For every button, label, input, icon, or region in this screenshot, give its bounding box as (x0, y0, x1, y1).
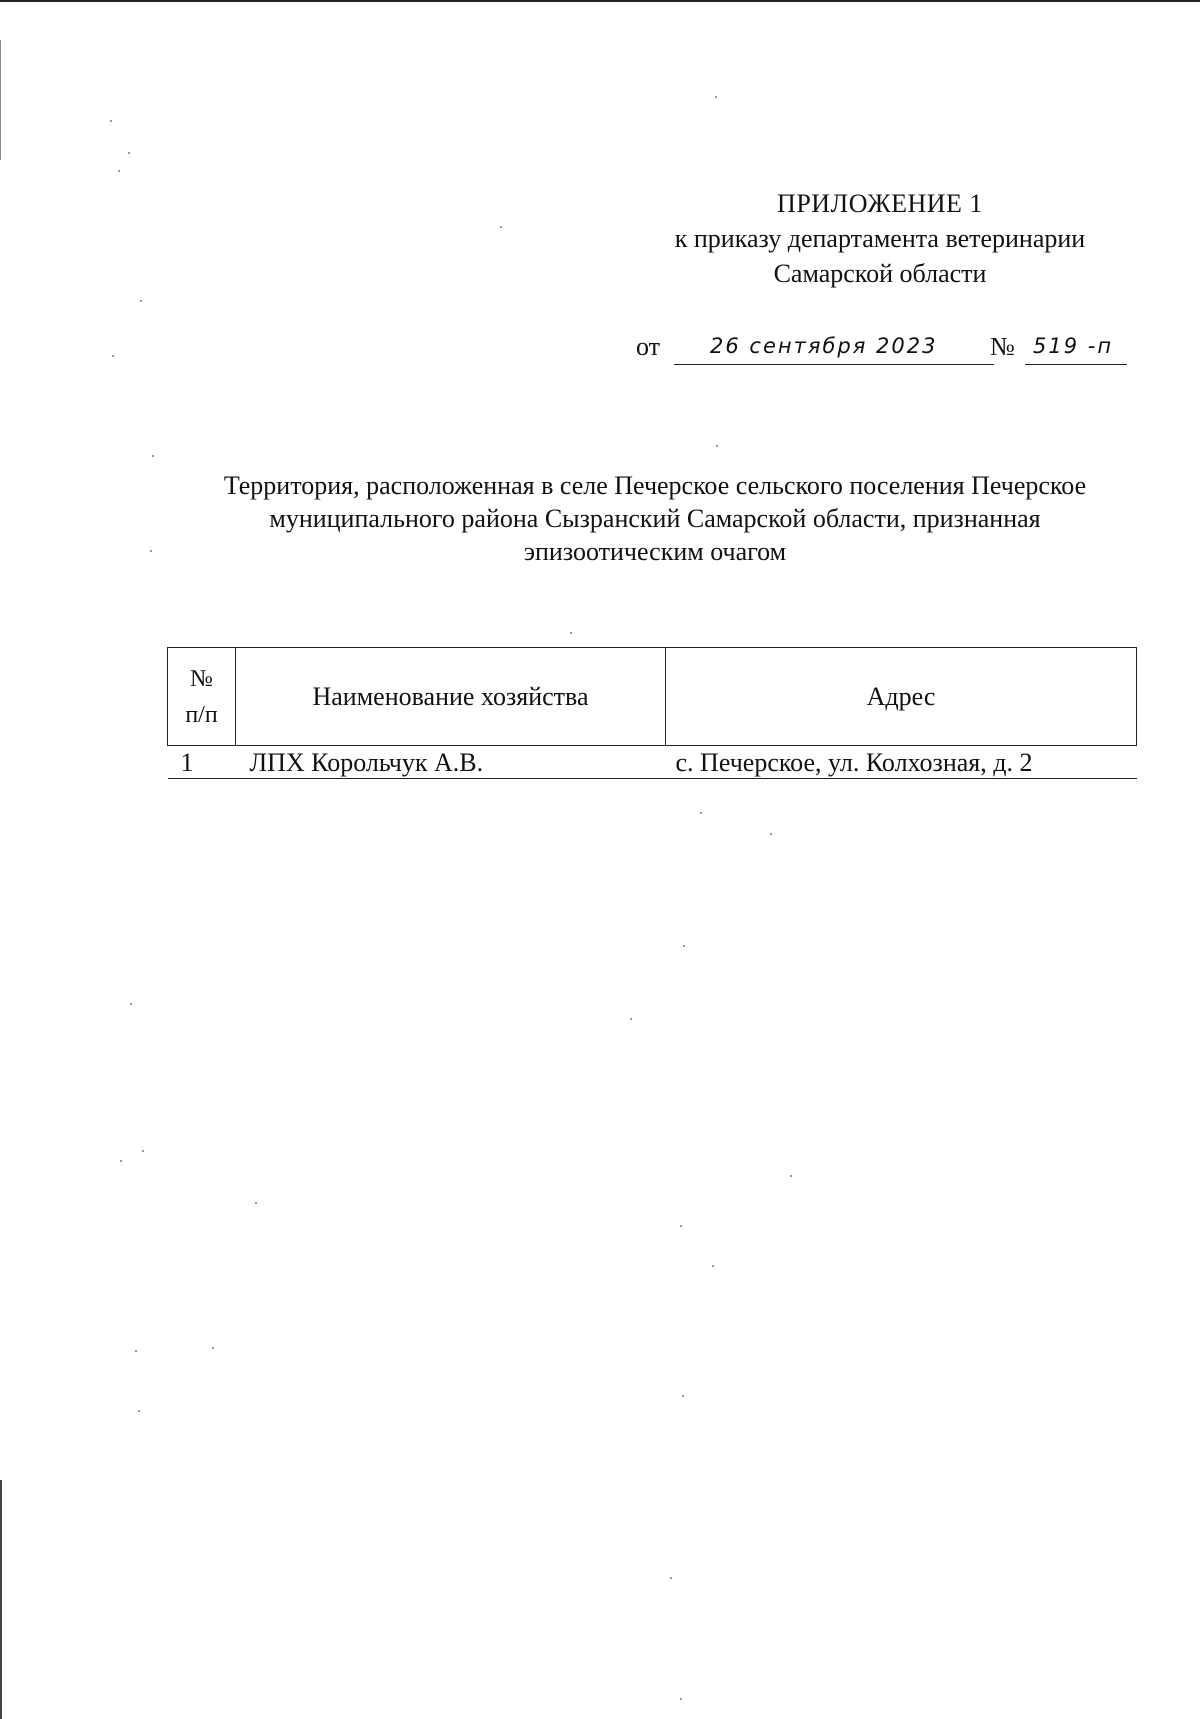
table-row (168, 746, 1137, 779)
scan-speck (130, 1003, 132, 1005)
order-number-handwritten: 519 -п (1033, 334, 1114, 358)
scan-speck (212, 1347, 214, 1349)
order-from-label: от (636, 332, 661, 361)
header-farm-name: Наименование хозяйства (236, 648, 666, 746)
order-number-field (1025, 330, 1127, 365)
scan-speck (683, 945, 685, 947)
header-number (168, 648, 236, 746)
row-number: 1 (168, 746, 236, 779)
scan-speck (140, 300, 142, 302)
document-title-line: муниципального района Сызранский Самарской области, признанная (269, 504, 1041, 533)
scan-speck (152, 455, 154, 457)
farms-table (167, 647, 1137, 779)
scan-speck (682, 1395, 684, 1397)
header-number-pp: п/п (185, 701, 218, 728)
scan-speck (570, 632, 572, 634)
scan-speck (112, 355, 114, 357)
scan-speck (135, 1350, 137, 1352)
scan-speck (700, 812, 702, 814)
scan-speck (500, 226, 502, 228)
scan-edge-top (0, 0, 1200, 2)
scan-speck (120, 1160, 122, 1162)
scan-speck (790, 1175, 792, 1177)
scan-speck (630, 1018, 632, 1020)
scan-speck (770, 833, 772, 835)
scan-edge-left-upper (0, 40, 1, 160)
document-title-line: Территория, расположенная в селе Печерское сельского поселения Печерское (223, 471, 1087, 500)
scan-speck (716, 445, 718, 447)
row-farm-name: ЛПХ Корольчук А.В. (236, 746, 666, 779)
order-date-field (674, 330, 994, 365)
scan-speck (142, 1150, 144, 1152)
header-number-sign: № (190, 665, 213, 692)
row-address: с. Печерское, ул. Колхозная, д. 2 (666, 746, 1137, 779)
document-title (160, 469, 1150, 568)
scan-speck (138, 1410, 140, 1412)
appendix-line-order: к приказу департамента ветеринарии (674, 224, 1086, 253)
scan-speck (110, 120, 112, 122)
scan-speck (128, 152, 130, 154)
appendix-title: ПРИЛОЖЕНИЕ 1 (777, 189, 983, 218)
table-header-row (168, 648, 1137, 746)
scan-speck (715, 96, 717, 98)
scan-speck (680, 1698, 682, 1700)
header-address: Адрес (666, 648, 1137, 746)
scan-edge-left (0, 1480, 2, 1719)
scan-speck (150, 550, 152, 552)
scan-speck (680, 1225, 682, 1227)
scan-speck (118, 170, 120, 172)
scan-speck (712, 1265, 714, 1267)
order-reference (636, 330, 1156, 370)
order-number-label: № (990, 332, 1015, 361)
appendix-line-region: Самарской области (773, 259, 987, 288)
document-title-line: эпизоотическим очагом (523, 537, 787, 566)
order-date-handwritten: 26 сентября 2023 (710, 334, 938, 358)
scan-speck (255, 1202, 257, 1204)
appendix-header (600, 186, 1160, 291)
scan-speck (670, 1577, 672, 1579)
